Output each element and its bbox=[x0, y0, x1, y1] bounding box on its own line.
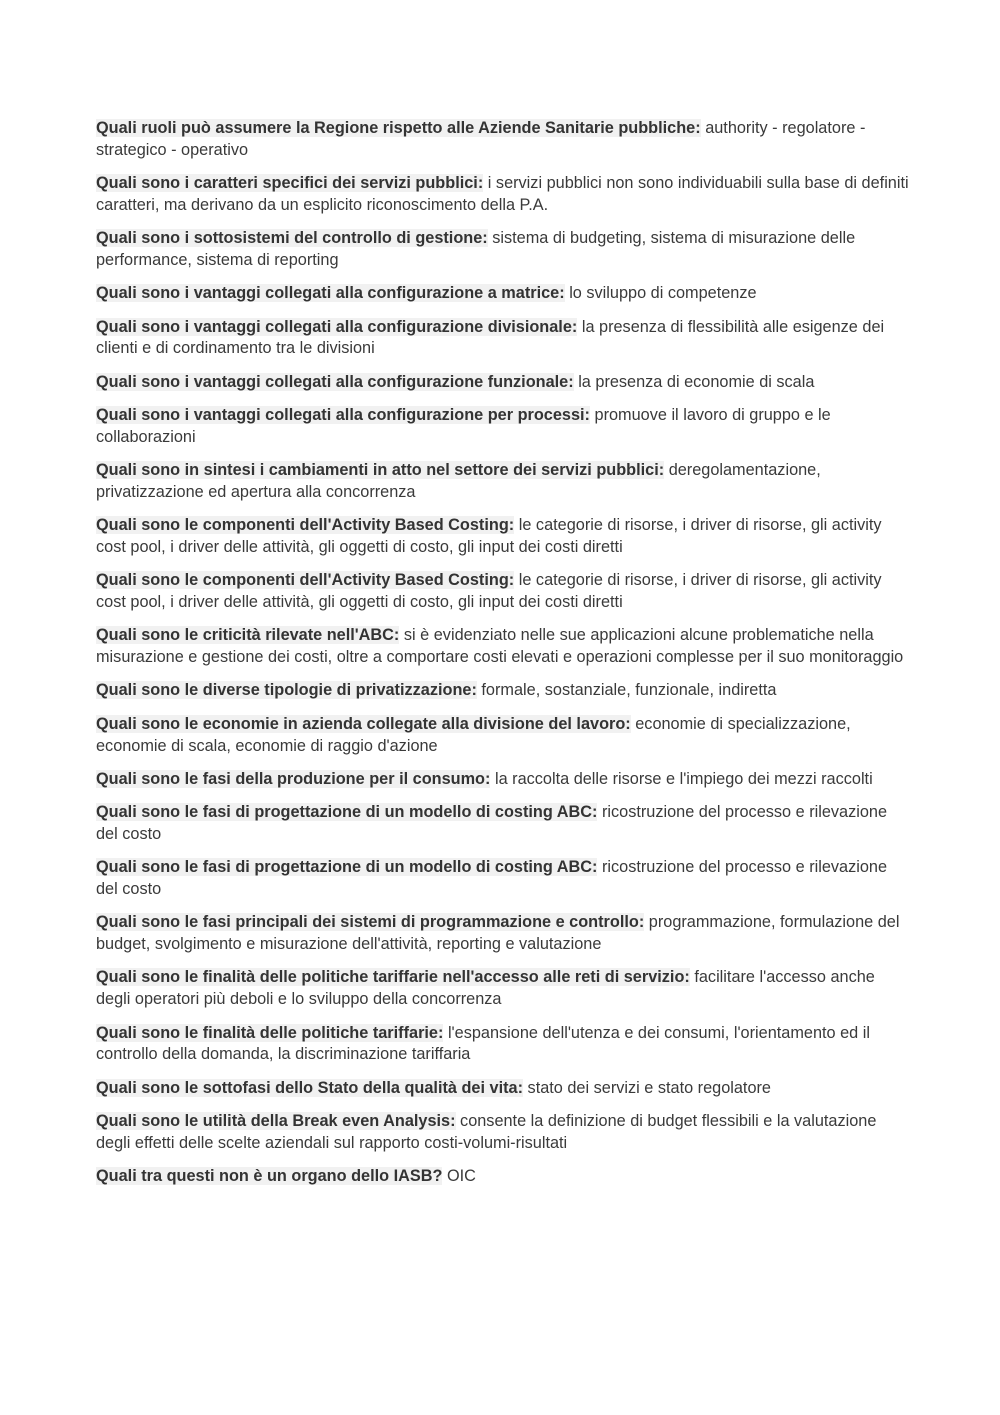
question: Quali sono i vantaggi collegati alla configurazione divisionale: bbox=[96, 317, 578, 336]
question: Quali sono le utilità della Break even Analysis: bbox=[96, 1111, 456, 1130]
answer: i servizi pubblici non sono individuabili sulla base di definiti caratteri, ma derivano da un esplicito riconoscimento della P.A. bbox=[96, 174, 909, 214]
question: Quali sono le componenti dell'Activity Based Costing: bbox=[96, 571, 515, 590]
answer: authority - regolatore - strategico - operativo bbox=[96, 119, 866, 159]
answer: le categorie di risorse, i driver di risorse, gli activity cost pool, i driver delle attività, gli oggetti di costo, gli input dei costi diretti bbox=[96, 516, 882, 556]
qa-item-18 bbox=[96, 967, 910, 1011]
answer: economie di specializzazione, economie di scala, economie di raggio d'azione bbox=[96, 714, 851, 755]
qa-item-20 bbox=[96, 1078, 910, 1100]
answer: promuove il lavoro di gruppo e le collaborazioni bbox=[96, 405, 831, 446]
answer: deregolamentazione, privatizzazione ed apertura alla concorrenza bbox=[96, 461, 821, 501]
answer: le categorie di risorse, i driver di risorse, gli activity cost pool, i driver delle attività, gli oggetti di costo, gli input dei costi diretti bbox=[96, 571, 882, 612]
question: Quali sono le fasi di progettazione di un modello di costing ABC: bbox=[96, 858, 598, 877]
qa-item-4 bbox=[96, 283, 910, 305]
qa-item-21 bbox=[96, 1111, 910, 1155]
question: Quali sono le diverse tipologie di privatizzazione: bbox=[96, 681, 477, 700]
question: Quali sono le fasi della produzione per il consumo: bbox=[96, 769, 491, 788]
question: Quali sono in sintesi i cambiamenti in atto nel settore dei servizi pubblici: bbox=[96, 461, 665, 480]
question: Quali sono le finalità delle politiche tariffarie: bbox=[96, 1023, 444, 1042]
qa-item-13 bbox=[96, 714, 910, 758]
qa-item-11 bbox=[96, 625, 910, 669]
question: Quali sono le economie in azienda collegate alla divisione del lavoro: bbox=[96, 714, 631, 733]
answer: ricostruzione del processo e rilevazione del costo bbox=[96, 803, 888, 843]
answer: la presenza di economie di scala bbox=[578, 372, 815, 391]
question: Quali sono i vantaggi collegati alla configurazione per processi: bbox=[96, 405, 590, 424]
qa-item-14 bbox=[96, 769, 910, 791]
question: Quali sono i sottosistemi del controllo di gestione: bbox=[96, 229, 488, 248]
answer: lo sviluppo di competenze bbox=[569, 284, 757, 303]
question: Quali tra questi non è un organo dello IASB? bbox=[96, 1166, 443, 1185]
qa-item-12 bbox=[96, 680, 910, 702]
answer: si è evidenziato nelle sue applicazioni alcune problematiche nella misurazione e gestione dei costi, oltre a comportare costi elevati e operazioni complesse per il suo monitoraggio bbox=[96, 626, 904, 667]
question: Quali sono i vantaggi collegati alla configurazione funzionale: bbox=[96, 372, 574, 391]
answer: stato dei servizi e stato regolatore bbox=[527, 1078, 771, 1097]
qa-item-17 bbox=[96, 912, 910, 956]
answer: l'espansione dell'utenza e dei consumi, l'orientamento ed il controllo della domanda, la discriminazione tariffaria bbox=[96, 1023, 870, 1064]
answer: OIC bbox=[446, 1166, 476, 1185]
answer: la raccolta delle risorse e l'impiego dei mezzi raccolti bbox=[494, 769, 873, 788]
qa-item-19 bbox=[96, 1023, 910, 1067]
answer: ricostruzione del processo e rilevazione del costo bbox=[96, 858, 888, 899]
qa-item-1 bbox=[96, 118, 910, 162]
qa-item-9 bbox=[96, 515, 910, 559]
question: Quali sono le fasi principali dei sistemi di programmazione e controllo: bbox=[96, 913, 645, 932]
answer: formale, sostanziale, funzionale, indiretta bbox=[481, 681, 777, 700]
question: Quali sono i vantaggi collegati alla configurazione a matrice: bbox=[96, 284, 565, 303]
qa-item-5 bbox=[96, 317, 910, 361]
question: Quali sono le componenti dell'Activity Based Costing: bbox=[96, 516, 515, 535]
question: Quali sono le finalità delle politiche tariffarie nell'accesso alle reti di servizio: bbox=[96, 968, 690, 987]
answer: consente la definizione di budget flessibili e la valutazione degli effetti delle scelte aziendali sul rapporto costi-volumi-risultati bbox=[96, 1111, 877, 1152]
question: Quali sono le fasi di progettazione di un modello di costing ABC: bbox=[96, 803, 598, 822]
answer: sistema di budgeting, sistema di misurazione delle performance, sistema di reporting bbox=[96, 229, 856, 269]
qa-item-10 bbox=[96, 570, 910, 614]
qa-item-15 bbox=[96, 802, 910, 846]
qa-item-6 bbox=[96, 372, 910, 394]
answer: programmazione, formulazione del budget, svolgimento e misurazione dell'attività, reporting e valutazione bbox=[96, 913, 900, 954]
qa-item-8 bbox=[96, 460, 910, 504]
qa-item-22 bbox=[96, 1166, 910, 1188]
qa-item-7 bbox=[96, 405, 910, 449]
answer: facilitare l'accesso anche degli operatori più deboli e lo sviluppo della concorrenza bbox=[96, 968, 875, 1009]
question: Quali sono le criticità rilevate nell'ABC: bbox=[96, 626, 400, 645]
question: Quali sono le sottofasi dello Stato della qualità dei vita: bbox=[96, 1078, 524, 1097]
answer: la presenza di flessibilità alle esigenze dei clienti e di cordinamento tra le divisioni bbox=[96, 317, 885, 358]
qa-item-3 bbox=[96, 228, 910, 272]
question: Quali ruoli può assumere la Regione rispetto alle Aziende Sanitarie pubbliche: bbox=[96, 119, 701, 137]
question: Quali sono i caratteri specifici dei servizi pubblici: bbox=[96, 174, 484, 193]
qa-item-16 bbox=[96, 857, 910, 901]
qa-item-2 bbox=[96, 173, 910, 217]
